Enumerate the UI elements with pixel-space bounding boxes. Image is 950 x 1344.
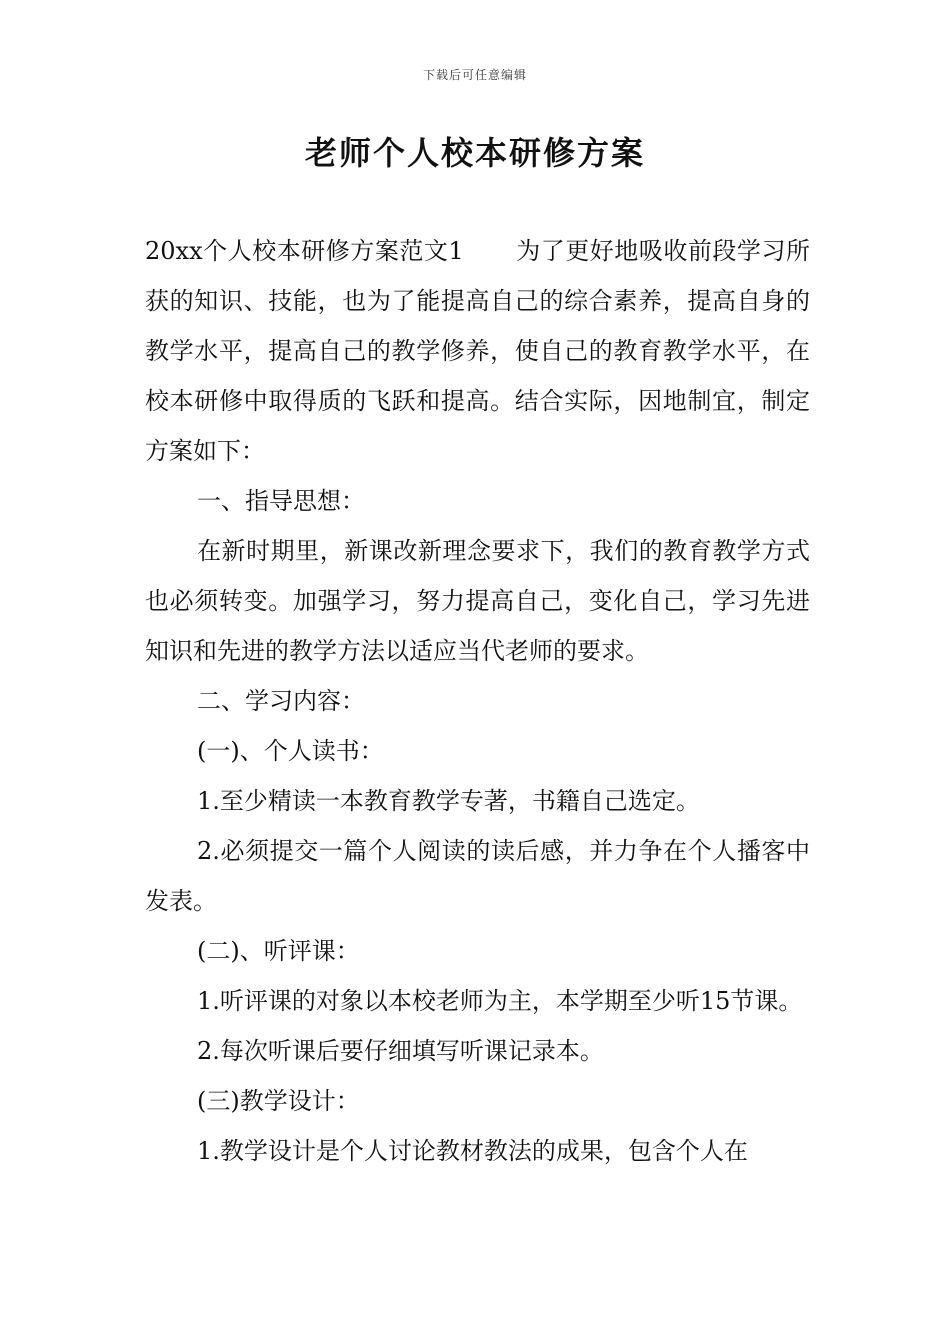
section-heading-learning-content: 二、学习内容：: [197, 687, 365, 715]
paragraph-guiding-thought: 在新时期里，新课改新理念要求下，我们的教育教学方式也必须转变。加强学习，努力提高自己，变化自己，学习先进知识和先进的教学方法以适应当代老师的要求。: [145, 537, 810, 665]
list-item-design-1: 1.教学设计是个人讨论教材教法的成果，包含个人在: [197, 1137, 748, 1165]
subheading-personal-reading: (一)、个人读书：: [197, 737, 384, 765]
intro-text: 为了更好地吸收前段学习所获的知识、技能，也为了能提高自己的综合素养，提高自身的教学水平，提高自己的教学修养，使自己的教育教学水平，在校本研修中取得质的飞跃和提高。结合实际，因地制宜，制定方案如下：: [145, 237, 810, 465]
subheading-teaching-design: (三)教学设计：: [197, 1087, 360, 1115]
list-item-observation-1: 1.听评课的对象以本校老师为主，本学期至少听15节课。: [197, 987, 803, 1015]
document-title: 老师个人校本研修方案: [304, 134, 645, 172]
document-body: [145, 226, 810, 1176]
intro-paragraph: [145, 226, 810, 476]
list-item-reading-2: 2.必须提交一篇个人阅读的读后感，并力争在个人播客中发表。: [145, 837, 810, 915]
list-item-reading-1: 1.至少精读一本教育教学专著，书籍自己选定。: [197, 787, 700, 815]
header-note: 下载后可任意编辑: [422, 68, 527, 82]
intro-lead: 20xx个人校本研修方案范文1: [145, 237, 464, 265]
section-heading-guiding-thought: 一、指导思想：: [197, 487, 365, 515]
list-item-observation-2: 2.每次听课后要仔细填写听课记录本。: [197, 1037, 604, 1065]
subheading-lesson-observation: (二)、听评课：: [197, 937, 360, 965]
